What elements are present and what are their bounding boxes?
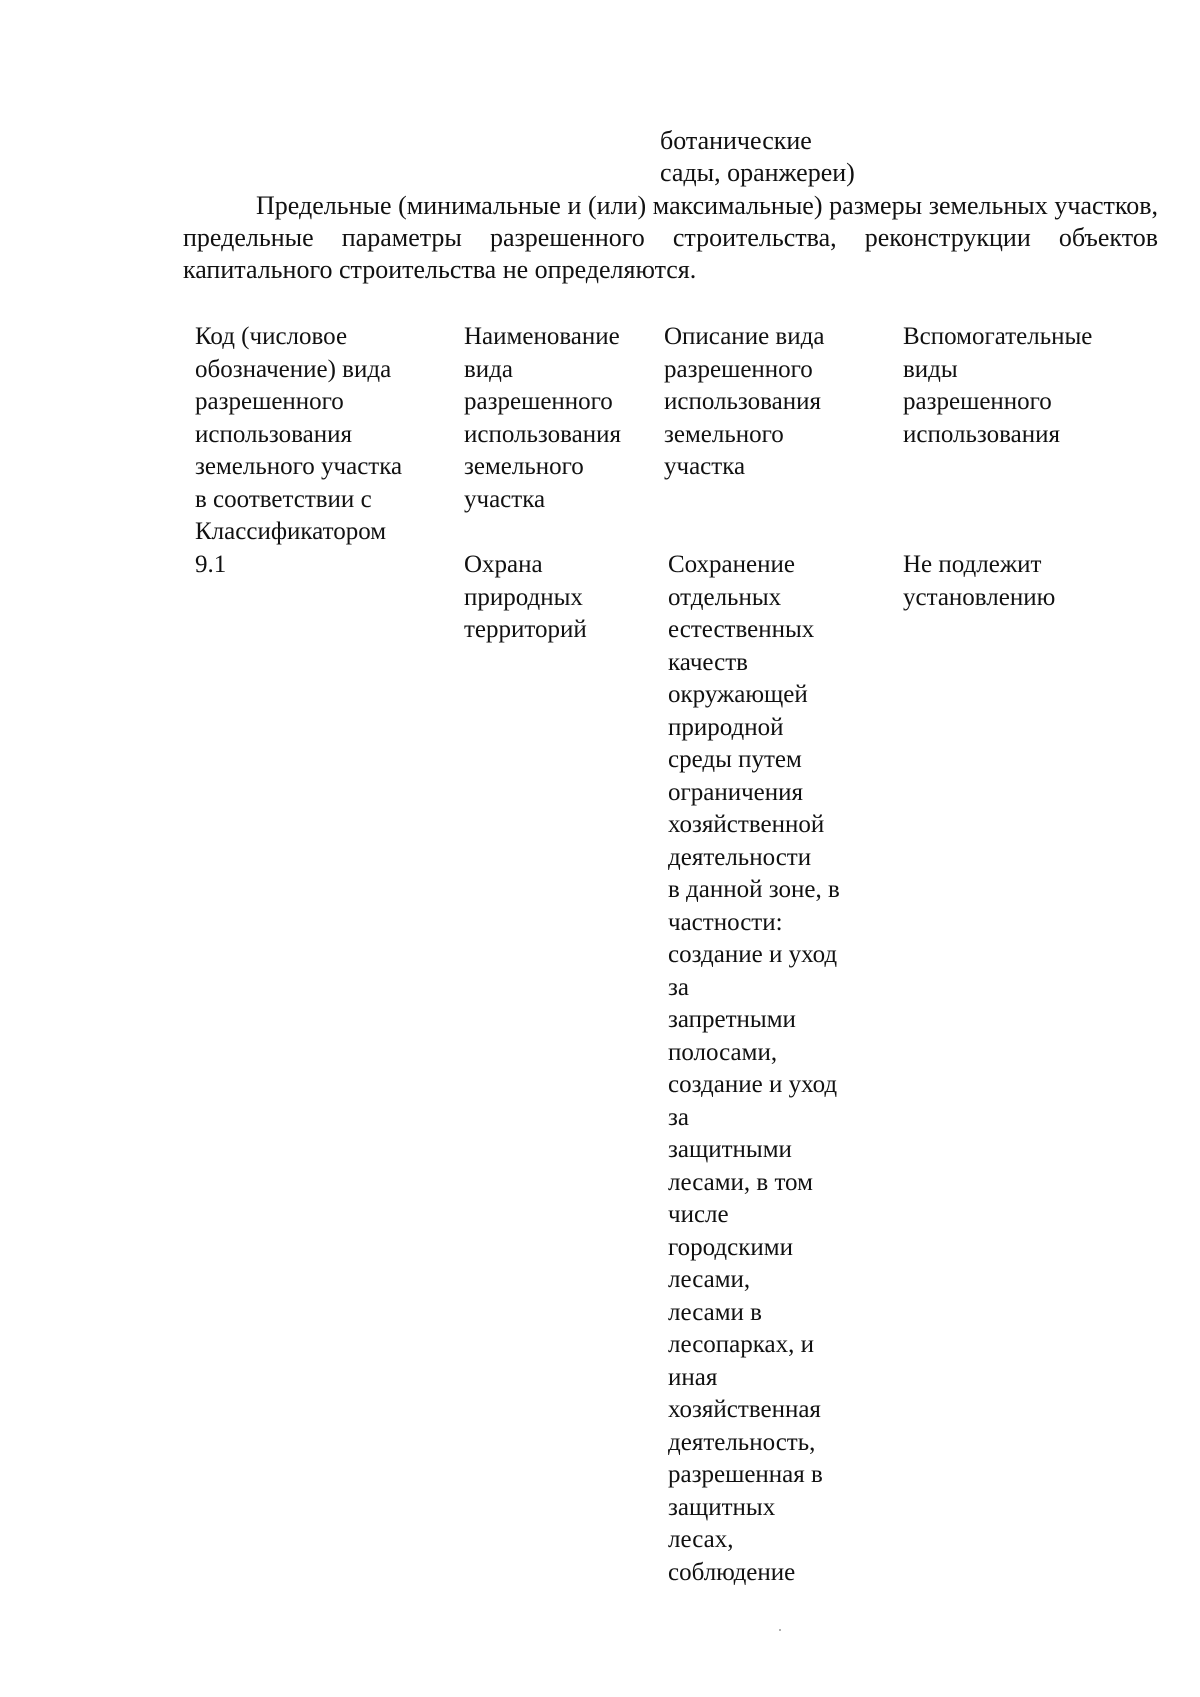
- cell-line: лесопарках, и: [668, 1331, 815, 1358]
- cell-line: деятельности: [668, 843, 812, 871]
- cell-line: Сохранение: [668, 551, 795, 578]
- header-line: участка: [664, 453, 746, 480]
- header-name: [464, 321, 621, 516]
- cell-line: за: [668, 1103, 689, 1131]
- cell-line: разрешенная в: [668, 1461, 823, 1488]
- cell-line: природных: [464, 583, 583, 611]
- cell-line: защитными: [668, 1136, 792, 1163]
- cell-line: природной: [668, 713, 784, 741]
- header-line: вида: [464, 355, 513, 383]
- header-line: использования: [664, 388, 821, 415]
- cell-line: создание и уход: [668, 1071, 838, 1098]
- cell-line: естественных: [668, 616, 815, 643]
- cell-line: лесами, в том: [668, 1168, 813, 1196]
- header-line: земельного участка: [195, 453, 403, 480]
- cell-line: качеств: [668, 648, 748, 676]
- header-line: Код (числовое: [195, 323, 348, 350]
- header-line: использования: [464, 420, 621, 448]
- header-line: в соответствии с: [195, 485, 372, 513]
- cell-line: лесах,: [668, 1526, 734, 1553]
- header-line: Вспомогательные: [903, 323, 1093, 350]
- cell-line: ограничения: [668, 778, 804, 806]
- cell-line: лесами в: [668, 1298, 762, 1326]
- cell-line: запретными: [668, 1006, 796, 1033]
- scan-speck: [779, 1629, 781, 1631]
- cell-auxiliary: [903, 549, 1055, 614]
- cell-line: защитных: [668, 1493, 776, 1521]
- header-line: Наименование: [464, 323, 620, 350]
- header-description: [664, 321, 824, 484]
- header-line: земельного: [464, 453, 584, 480]
- cell-line: частности:: [668, 908, 783, 936]
- header-line: обозначение) вида: [195, 355, 392, 383]
- cell-line: за: [668, 973, 689, 1001]
- cell-line: создание и уход: [668, 941, 838, 968]
- header-line: использования: [903, 420, 1060, 448]
- cell-line: хозяйственной: [668, 811, 825, 838]
- header-code: [195, 321, 402, 549]
- cell-line: иная: [668, 1363, 718, 1391]
- cell-line: деятельность,: [668, 1428, 816, 1456]
- header-line: земельного: [664, 420, 784, 448]
- cell-code: [195, 549, 226, 582]
- header-line: разрешенного: [903, 388, 1052, 415]
- cell-line: Не подлежит: [903, 551, 1042, 578]
- cell-line: установлению: [903, 583, 1056, 611]
- header-line: Классификатором: [195, 518, 387, 545]
- cell-line: в данной зоне, в: [668, 876, 840, 903]
- header-line: виды: [903, 355, 958, 383]
- cell-line: 9.1: [195, 551, 227, 578]
- header-line: разрешенного: [664, 355, 813, 383]
- cell-line: городскими: [668, 1233, 793, 1261]
- header-auxiliary: [903, 321, 1092, 451]
- cell-line: окружающей: [668, 681, 808, 708]
- header-line: Описание вида: [664, 323, 825, 350]
- limits-paragraph: Предельные (минимальные и (или) максимальные) размеры земельных участков, предельные параметры разрешенного строительства, реконструкции объектов капитального строительства не определяются.: [183, 191, 1158, 284]
- cell-line: хозяйственная: [668, 1396, 821, 1423]
- cell-description: [668, 549, 840, 1589]
- cell-line: полосами,: [668, 1038, 778, 1066]
- carry-over-cell-text: [660, 125, 855, 189]
- carry-over-line: ботанические: [660, 126, 812, 155]
- cell-line: территорий: [464, 616, 587, 643]
- cell-name: [464, 549, 587, 647]
- cell-line: соблюдение: [668, 1558, 796, 1586]
- cell-line: лесами,: [668, 1266, 751, 1293]
- cell-line: Охрана: [464, 551, 543, 578]
- header-line: использования: [195, 420, 352, 448]
- cell-line: числе: [668, 1201, 729, 1228]
- header-line: разрешенного: [195, 388, 344, 415]
- carry-over-line: сады, оранжереи): [660, 158, 855, 187]
- cell-line: среды путем: [668, 746, 802, 773]
- cell-line: отдельных: [668, 583, 782, 611]
- header-line: разрешенного: [464, 388, 613, 415]
- header-line: участка: [464, 485, 546, 513]
